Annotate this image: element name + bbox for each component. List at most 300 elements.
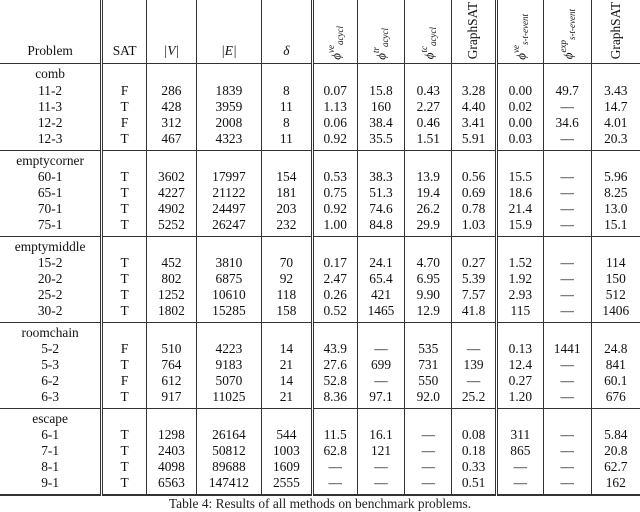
header-graphsat-1-label: GraphSAT bbox=[465, 2, 481, 60]
empty-cell bbox=[543, 150, 591, 169]
cell-g1: 0.27 bbox=[452, 255, 497, 271]
cell-v: 802 bbox=[147, 271, 197, 287]
cell-a2: 97.1 bbox=[357, 389, 405, 408]
empty-cell bbox=[496, 236, 543, 255]
cell-s2: — bbox=[543, 99, 591, 115]
cell-s2: — bbox=[543, 217, 591, 236]
phi-sub: acycl bbox=[380, 27, 391, 47]
cell-v: 286 bbox=[147, 83, 197, 99]
empty-cell bbox=[496, 64, 543, 83]
cell-a1: 27.6 bbox=[312, 357, 357, 373]
cell-e: 10610 bbox=[196, 287, 261, 303]
empty-cell bbox=[452, 64, 497, 83]
cell-g1: 3.41 bbox=[452, 115, 497, 131]
cell-s2: 49.7 bbox=[543, 83, 591, 99]
empty-cell bbox=[591, 322, 640, 341]
cell-e: 147412 bbox=[196, 475, 261, 494]
cell-delta: 70 bbox=[261, 255, 312, 271]
empty-cell bbox=[452, 322, 497, 341]
group-emptycorner bbox=[0, 150, 640, 236]
cell-s2: — bbox=[543, 303, 591, 322]
cell-a1: — bbox=[312, 475, 357, 494]
cell-a3: 550 bbox=[405, 373, 452, 389]
cell-g1: 0.08 bbox=[452, 427, 497, 443]
cell-delta: 1609 bbox=[261, 459, 312, 475]
cell-g2: 24.8 bbox=[604, 340, 628, 356]
group-emptymiddle bbox=[0, 236, 640, 322]
empty-cell bbox=[357, 322, 405, 341]
cell-a1: 1.00 bbox=[312, 217, 357, 236]
cell-problem: 25-2 bbox=[0, 287, 102, 303]
empty-cell bbox=[591, 64, 640, 83]
cell-delta: 8 bbox=[261, 115, 312, 131]
group-title-row bbox=[0, 322, 640, 341]
cell-a1: 8.36 bbox=[312, 389, 357, 408]
cell-v: 428 bbox=[147, 99, 197, 115]
cell-e: 11025 bbox=[196, 389, 261, 408]
cell-g2: 8.25 bbox=[604, 184, 628, 200]
phi-sub: acycl bbox=[334, 25, 345, 45]
cell-s2: — bbox=[543, 357, 591, 373]
header-acycl-tr-label bbox=[368, 26, 393, 60]
cell-delta: 14 bbox=[261, 373, 312, 389]
cell-a1: 0.52 bbox=[312, 303, 357, 322]
empty-cell bbox=[405, 236, 452, 255]
phi-sup: ve bbox=[510, 44, 521, 53]
cell-delta: 232 bbox=[261, 217, 312, 236]
table-row bbox=[0, 443, 640, 459]
cell-a3: 4.70 bbox=[405, 255, 452, 271]
cell-g1: 5.91 bbox=[452, 131, 497, 150]
empty-cell bbox=[196, 64, 261, 83]
header-acycl-tc-label bbox=[416, 25, 441, 59]
cell-sat: T bbox=[102, 169, 147, 185]
cell-g1: — bbox=[452, 373, 497, 389]
empty-cell bbox=[312, 236, 357, 255]
group-title-row bbox=[0, 150, 640, 169]
cell-a2: 15.8 bbox=[357, 83, 405, 99]
cell-v: 5252 bbox=[147, 217, 197, 236]
empty-cell bbox=[196, 408, 261, 427]
cell-a1: 0.07 bbox=[312, 83, 357, 99]
cell-a2: 51.3 bbox=[357, 185, 405, 201]
cell-problem: 15-2 bbox=[0, 255, 102, 271]
header-acycl-tc bbox=[405, 0, 452, 64]
cell-a2: 38.4 bbox=[357, 115, 405, 131]
cell-e: 15285 bbox=[196, 303, 261, 322]
header-problem-label: Problem bbox=[27, 43, 73, 59]
cell-s1: 0.27 bbox=[496, 373, 543, 389]
cell-a2: — bbox=[357, 373, 405, 389]
header-graphsat-2 bbox=[591, 0, 640, 64]
group-title: escape bbox=[0, 408, 102, 427]
cell-s1: 0.00 bbox=[496, 115, 543, 131]
table-row bbox=[0, 83, 640, 99]
header-sat-label: SAT bbox=[112, 43, 137, 59]
cell-problem: 9-1 bbox=[0, 475, 102, 494]
cell-g1: 25.2 bbox=[452, 389, 497, 408]
cell-a1: — bbox=[312, 459, 357, 475]
cell-a2: 84.8 bbox=[357, 217, 405, 236]
cell-g2: 512 bbox=[605, 287, 626, 303]
cell-s2: — bbox=[543, 131, 591, 150]
cell-sat: T bbox=[102, 389, 147, 408]
group-title-row bbox=[0, 64, 640, 83]
group-title-row bbox=[0, 408, 640, 427]
cell-sat: T bbox=[102, 459, 147, 475]
cell-a1: 0.06 bbox=[312, 115, 357, 131]
table-row bbox=[0, 287, 640, 303]
phi-sup: exp bbox=[557, 40, 568, 53]
cell-g1: 0.78 bbox=[452, 201, 497, 217]
cell-delta: 14 bbox=[261, 341, 312, 357]
group-title-row bbox=[0, 236, 640, 255]
cell-delta: 158 bbox=[261, 303, 312, 322]
cell-g2: 5.84 bbox=[604, 426, 628, 442]
cell-v: 1802 bbox=[147, 303, 197, 322]
header-acycl-ve bbox=[312, 0, 357, 64]
empty-cell bbox=[102, 150, 147, 169]
empty-cell bbox=[196, 150, 261, 169]
table-row bbox=[0, 131, 640, 150]
cell-g2: 3.43 bbox=[604, 82, 628, 98]
header-delta-label: δ bbox=[283, 43, 290, 59]
cell-g1: 3.28 bbox=[452, 83, 497, 99]
group-comb bbox=[0, 64, 640, 150]
cell-a3: 0.46 bbox=[405, 115, 452, 131]
cell-v: 1298 bbox=[147, 427, 197, 443]
cell-g2: 1406 bbox=[591, 303, 640, 322]
cell-a3: 0.43 bbox=[405, 83, 452, 99]
cell-g2: 15.1 bbox=[591, 217, 640, 236]
cell-problem: 5-3 bbox=[0, 357, 102, 373]
cell-s1: 12.4 bbox=[496, 357, 543, 373]
cell-a2: 421 bbox=[357, 287, 405, 303]
cell-g2: 13.0 bbox=[604, 201, 628, 217]
header-problem bbox=[0, 0, 102, 64]
cell-sat: T bbox=[102, 99, 147, 115]
cell-delta: 1003 bbox=[261, 443, 312, 459]
cell-a3: 731 bbox=[405, 357, 452, 373]
cell-problem: 11-3 bbox=[0, 99, 102, 115]
cell-delta: 181 bbox=[261, 185, 312, 201]
cell-e: 21122 bbox=[196, 185, 261, 201]
cell-sat: T bbox=[102, 217, 147, 236]
cell-g1: 0.33 bbox=[452, 459, 497, 475]
table-row bbox=[0, 303, 640, 322]
empty-cell bbox=[312, 322, 357, 341]
header-st-exp-label bbox=[555, 7, 580, 59]
empty-cell bbox=[405, 408, 452, 427]
empty-cell bbox=[196, 322, 261, 341]
cell-problem: 12-3 bbox=[0, 131, 102, 150]
cell-v: 2403 bbox=[147, 443, 197, 459]
cell-s2: — bbox=[543, 255, 591, 271]
cell-e: 24497 bbox=[196, 201, 261, 217]
group-title: comb bbox=[0, 64, 102, 83]
cell-g2: 62.7 bbox=[604, 459, 628, 475]
cell-g1: 0.18 bbox=[452, 443, 497, 459]
empty-cell bbox=[261, 64, 312, 83]
cell-g1: 0.51 bbox=[452, 475, 497, 494]
cell-a3: 29.9 bbox=[405, 217, 452, 236]
cell-a3: 13.9 bbox=[405, 169, 452, 185]
empty-cell bbox=[496, 322, 543, 341]
cell-v: 6563 bbox=[147, 475, 197, 494]
cell-sat: T bbox=[102, 131, 147, 150]
cell-a1: 11.5 bbox=[312, 427, 357, 443]
empty-cell bbox=[102, 408, 147, 427]
cell-e: 5070 bbox=[196, 373, 261, 389]
cell-s1: 115 bbox=[496, 303, 543, 322]
cell-s2: — bbox=[543, 427, 591, 443]
cell-sat: F bbox=[102, 341, 147, 357]
cell-a1: 62.8 bbox=[312, 443, 357, 459]
cell-e: 89688 bbox=[196, 459, 261, 475]
cell-g1: 4.40 bbox=[452, 99, 497, 115]
table-row bbox=[0, 99, 640, 115]
table-row bbox=[0, 357, 640, 373]
phi-symbol: ϕ bbox=[513, 52, 529, 60]
cell-g1: 7.57 bbox=[452, 287, 497, 303]
empty-cell bbox=[405, 150, 452, 169]
phi-sup: tr bbox=[371, 46, 382, 53]
empty-cell bbox=[452, 150, 497, 169]
cell-v: 764 bbox=[147, 357, 197, 373]
phi-sub: s-t-event bbox=[519, 13, 530, 45]
cell-a1: 0.17 bbox=[312, 255, 357, 271]
cell-g2: 676 bbox=[591, 389, 640, 408]
cell-a1: 0.92 bbox=[312, 201, 357, 217]
header-v bbox=[147, 0, 197, 64]
cell-s1: 18.6 bbox=[496, 185, 543, 201]
table-row bbox=[0, 217, 640, 236]
cell-problem: 8-1 bbox=[0, 459, 102, 475]
header-e-label: |E| bbox=[221, 43, 237, 59]
cell-problem: 5-2 bbox=[0, 341, 102, 357]
cell-problem: 60-1 bbox=[0, 169, 102, 185]
empty-cell bbox=[147, 150, 197, 169]
cell-problem: 30-2 bbox=[0, 303, 102, 322]
phi-symbol: ϕ bbox=[373, 52, 389, 60]
cell-a1: 0.53 bbox=[312, 169, 357, 185]
empty-cell bbox=[261, 236, 312, 255]
cell-a2: 699 bbox=[357, 357, 405, 373]
group-roomchain bbox=[0, 322, 640, 408]
cell-a3: — bbox=[405, 475, 452, 494]
table-row bbox=[0, 475, 640, 494]
cell-s2: — bbox=[543, 287, 591, 303]
cell-problem: 20-2 bbox=[0, 271, 102, 287]
table-row bbox=[0, 373, 640, 389]
cell-s1: 15.9 bbox=[496, 217, 543, 236]
cell-v: 510 bbox=[147, 341, 197, 357]
cell-problem: 11-2 bbox=[0, 83, 102, 99]
phi-sub: acycl bbox=[427, 27, 438, 47]
cell-v: 4098 bbox=[147, 459, 197, 475]
cell-a1: 52.8 bbox=[312, 373, 357, 389]
empty-cell bbox=[496, 408, 543, 427]
empty-cell bbox=[543, 236, 591, 255]
group-title: emptycorner bbox=[0, 150, 102, 169]
empty-cell bbox=[405, 322, 452, 341]
empty-cell bbox=[357, 236, 405, 255]
cell-problem: 12-2 bbox=[0, 115, 102, 131]
cell-g1: 0.69 bbox=[452, 185, 497, 201]
cell-s2: — bbox=[543, 201, 591, 217]
cell-g1: 5.39 bbox=[452, 271, 497, 287]
cell-e: 50812 bbox=[196, 443, 261, 459]
empty-cell bbox=[102, 64, 147, 83]
empty-cell bbox=[312, 150, 357, 169]
table-row bbox=[0, 115, 640, 131]
cell-g2: 114 bbox=[605, 254, 626, 270]
cell-a2: 1465 bbox=[357, 303, 405, 322]
cell-s1: 1.92 bbox=[496, 271, 543, 287]
cell-g1: 41.8 bbox=[452, 303, 497, 322]
cell-s1: 1.52 bbox=[496, 255, 543, 271]
empty-cell bbox=[357, 408, 405, 427]
table-row bbox=[0, 459, 640, 475]
cell-s1: 2.93 bbox=[496, 287, 543, 303]
cell-s2: — bbox=[543, 475, 591, 494]
cell-a3: 6.95 bbox=[405, 271, 452, 287]
cell-v: 3602 bbox=[147, 169, 197, 185]
cell-v: 312 bbox=[147, 115, 197, 131]
cell-v: 4902 bbox=[147, 201, 197, 217]
cell-v: 452 bbox=[147, 255, 197, 271]
cell-g2: 5.96 bbox=[604, 168, 628, 184]
cell-s1: 311 bbox=[496, 427, 543, 443]
cell-s2: 1441 bbox=[543, 341, 591, 357]
header-st-ve bbox=[496, 0, 543, 64]
cell-e: 4223 bbox=[196, 341, 261, 357]
cell-s2: — bbox=[543, 459, 591, 475]
cell-a2: — bbox=[357, 341, 405, 357]
cell-g2: 150 bbox=[605, 270, 626, 286]
cell-a3: — bbox=[405, 459, 452, 475]
cell-s2: 34.6 bbox=[543, 115, 591, 131]
cell-s1: 1.20 bbox=[496, 389, 543, 408]
cell-sat: F bbox=[102, 373, 147, 389]
cell-delta: 154 bbox=[261, 169, 312, 185]
table-caption: Table 4: Results of all methods on benchmark problems. bbox=[168, 496, 472, 511]
cell-e: 2008 bbox=[196, 115, 261, 131]
cell-problem: 6-1 bbox=[0, 427, 102, 443]
group-title: roomchain bbox=[0, 322, 102, 341]
cell-a3: 2.27 bbox=[405, 99, 452, 115]
empty-cell bbox=[261, 322, 312, 341]
empty-cell bbox=[543, 322, 591, 341]
cell-problem: 7-1 bbox=[0, 443, 102, 459]
cell-a3: 26.2 bbox=[405, 201, 452, 217]
cell-v: 467 bbox=[147, 131, 197, 150]
table-row bbox=[0, 169, 640, 185]
cell-e: 3810 bbox=[196, 255, 261, 271]
cell-sat: T bbox=[102, 303, 147, 322]
cell-a3: 9.90 bbox=[405, 287, 452, 303]
empty-cell bbox=[591, 236, 640, 255]
cell-g2: 841 bbox=[605, 356, 626, 372]
empty-cell bbox=[357, 64, 405, 83]
cell-sat: T bbox=[102, 443, 147, 459]
table-row bbox=[0, 201, 640, 217]
cell-problem: 65-1 bbox=[0, 185, 102, 201]
cell-s1: 865 bbox=[496, 443, 543, 459]
table-header bbox=[0, 0, 640, 64]
cell-problem: 75-1 bbox=[0, 217, 102, 236]
empty-cell bbox=[496, 150, 543, 169]
cell-problem: 6-3 bbox=[0, 389, 102, 408]
empty-cell bbox=[543, 64, 591, 83]
cell-a3: — bbox=[405, 443, 452, 459]
cell-s1: 0.13 bbox=[496, 341, 543, 357]
header-e bbox=[196, 0, 261, 64]
empty-cell bbox=[102, 236, 147, 255]
cell-a1: 0.26 bbox=[312, 287, 357, 303]
cell-s2: — bbox=[543, 271, 591, 287]
cell-g1: 1.03 bbox=[452, 217, 497, 236]
cell-s1: 15.5 bbox=[496, 169, 543, 185]
cell-e: 26247 bbox=[196, 217, 261, 236]
cell-a3: 19.4 bbox=[405, 185, 452, 201]
group-title: emptymiddle bbox=[0, 236, 102, 255]
empty-cell bbox=[102, 322, 147, 341]
cell-problem: 6-2 bbox=[0, 373, 102, 389]
cell-a2: 65.4 bbox=[357, 271, 405, 287]
empty-cell bbox=[452, 408, 497, 427]
cell-sat: T bbox=[102, 255, 147, 271]
cell-delta: 92 bbox=[261, 271, 312, 287]
table-row bbox=[0, 271, 640, 287]
empty-cell bbox=[147, 322, 197, 341]
cell-sat: F bbox=[102, 83, 147, 99]
header-acycl-ve-label bbox=[323, 24, 348, 60]
cell-a1: 1.13 bbox=[312, 99, 357, 115]
cell-delta: 2555 bbox=[261, 475, 312, 494]
cell-delta: 203 bbox=[261, 201, 312, 217]
cell-e: 17997 bbox=[196, 169, 261, 185]
cell-problem: 70-1 bbox=[0, 201, 102, 217]
cell-s2: — bbox=[543, 185, 591, 201]
empty-cell bbox=[591, 150, 640, 169]
cell-g2: 162 bbox=[591, 475, 640, 494]
table-row bbox=[0, 185, 640, 201]
header-v-label: |V| bbox=[163, 43, 180, 59]
phi-symbol: ϕ bbox=[327, 52, 343, 60]
cell-s2: — bbox=[543, 443, 591, 459]
cell-e: 3959 bbox=[196, 99, 261, 115]
cell-s2: — bbox=[543, 373, 591, 389]
cell-g2: 20.8 bbox=[604, 442, 628, 458]
cell-delta: 8 bbox=[261, 83, 312, 99]
cell-a3: 535 bbox=[405, 341, 452, 357]
empty-cell bbox=[147, 236, 197, 255]
cell-s2: — bbox=[543, 169, 591, 185]
phi-sup: ve bbox=[325, 44, 336, 53]
phi-sub: s-t-event bbox=[566, 9, 577, 41]
cell-v: 917 bbox=[147, 389, 197, 408]
cell-sat: T bbox=[102, 185, 147, 201]
phi-symbol: ϕ bbox=[421, 52, 437, 60]
cell-a2: — bbox=[357, 459, 405, 475]
cell-delta: 118 bbox=[261, 287, 312, 303]
table-row bbox=[0, 389, 640, 408]
cell-a3: 1.51 bbox=[405, 131, 452, 150]
group-escape bbox=[0, 408, 640, 495]
cell-a2: 35.5 bbox=[357, 131, 405, 150]
cell-sat: T bbox=[102, 201, 147, 217]
